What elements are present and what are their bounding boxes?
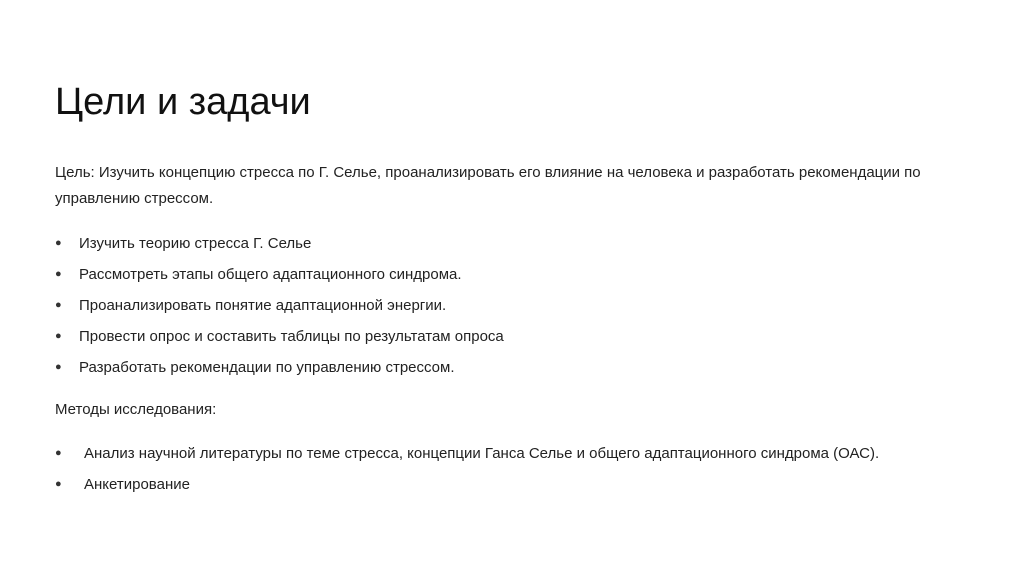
goal-text: Цель: Изучить концепцию стресса по Г. Селье, проанализировать его влияние на человека и разработать рекомендации по управлению стрессом. bbox=[55, 164, 921, 207]
slide-title: Цели и задачи bbox=[55, 81, 311, 123]
task-item bbox=[55, 352, 504, 383]
bullet-icon: ● bbox=[55, 478, 62, 490]
task-text: Изучить теорию стресса Г. Селье bbox=[79, 235, 312, 252]
task-text: Проанализировать понятие адаптационной энергии. bbox=[79, 297, 447, 314]
bullet-icon: ● bbox=[55, 447, 62, 459]
task-item bbox=[55, 228, 504, 259]
bullet-icon: ● bbox=[55, 237, 62, 249]
method-item bbox=[55, 438, 879, 469]
bullet-icon: ● bbox=[55, 361, 62, 373]
task-item bbox=[55, 290, 504, 321]
bullet-icon: ● bbox=[55, 268, 62, 280]
task-item bbox=[55, 321, 504, 352]
methods-list bbox=[55, 438, 879, 500]
task-text: Разработать рекомендации по управлению стрессом. bbox=[79, 359, 455, 376]
bullet-icon: ● bbox=[55, 299, 62, 311]
task-text: Рассмотреть этапы общего адаптационного синдрома. bbox=[79, 266, 462, 283]
task-text: Провести опрос и составить таблицы по результатам опроса bbox=[79, 328, 504, 345]
methods-heading: Методы исследования: bbox=[55, 401, 217, 418]
task-list bbox=[55, 228, 504, 383]
method-text: Анкетирование bbox=[84, 476, 190, 493]
task-item bbox=[55, 259, 504, 290]
method-text: Анализ научной литературы по теме стресса, концепции Ганса Селье и общего адаптационного синдрома (ОАС). bbox=[84, 445, 880, 462]
bullet-icon: ● bbox=[55, 330, 62, 342]
method-item bbox=[55, 469, 879, 500]
